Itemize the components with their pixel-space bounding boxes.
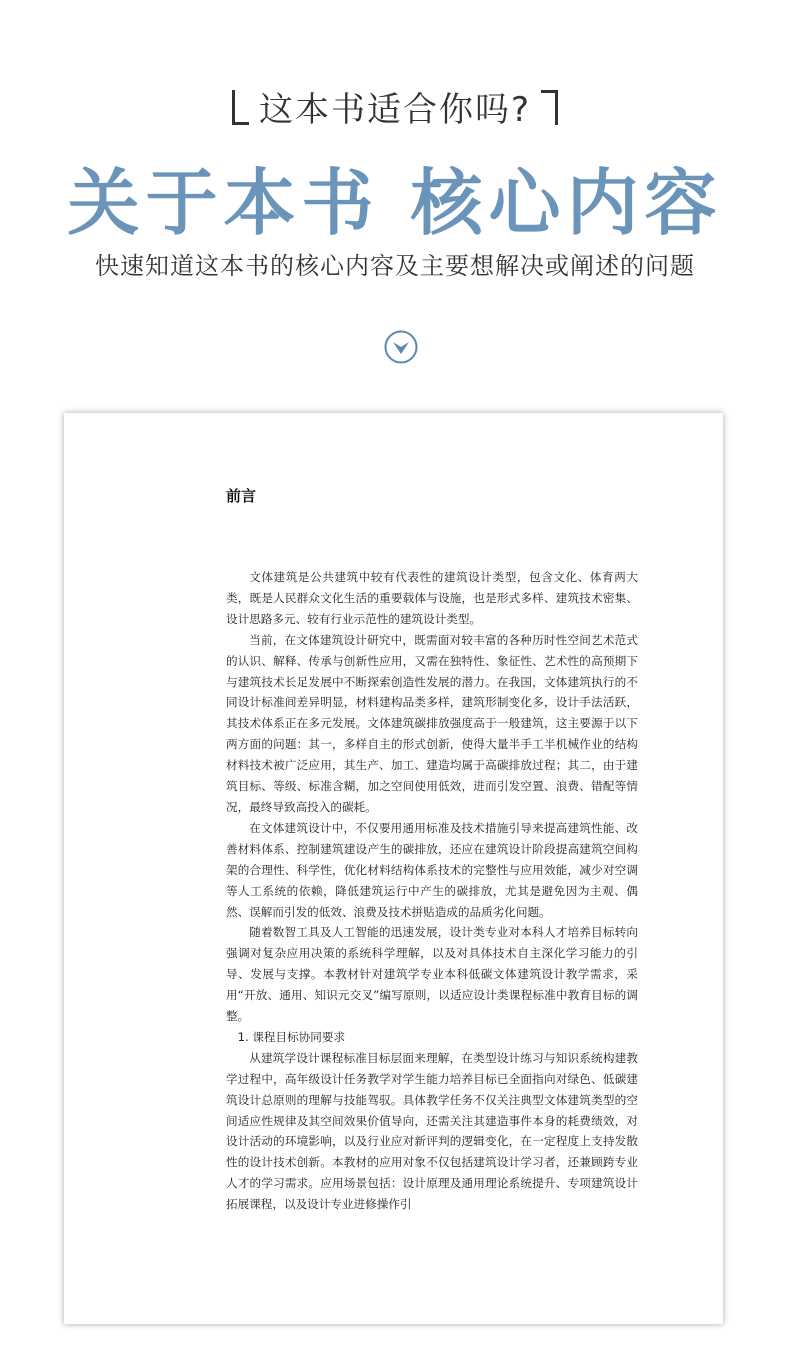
section-heading: 1. 课程目标协同要求 (237, 1029, 346, 1044)
paragraph: 当前，在文体建筑设计研究中，既需面对较丰富的各种历时性空间艺术范式的认识、解释、传承与创新性应用，又需在独特性、象征性、艺术性的高预期下与建筑技术长足发展中不断探索创造性发展的潜力。在我国，文体建筑执行的不同设计标准间差异明显，材料建构品类多样，建筑形制变化多，设计手法活跃，其技术体系正在多元发展。文体建筑碳排放强度高于一般建筑，这主要源于以下两方面的问题：其一，多样自主的形式创新，使得大量半手工半机械作业的结构材料技术被广泛应用，其生产、加工、建造均属于高碳排放过程；其二，由于建筑目标、等级、标准含糊，加之空间使用低效，进而引发空置、浪费、错配等情况，最终导致高投入的碳耗。 (226, 632, 638, 814)
paragraph: 在文体建筑设计中，不仅要用通用标准及技术措施引导来提高建筑性能、改善材料体系、控制建筑建设产生的碳排放，还应在建筑设计阶段提高建筑空间构架的合理性、科学性，优化材料结构体系技术的完整性与应用效能，减少对空调等人工系统的依赖，降低建筑运行中产生的碳排放，尤其是避免因为主观、偶然、误解而引发的低效、浪费及技术拼贴造成的品质劣化问题。 (226, 820, 638, 919)
paragraph: 文体建筑是公共建筑中较有代表性的建筑设计类型，包含文化、体育两大类，既是人民群众文化生活的重要载体与设施，也是形式多样、建筑技术密集、设计思路多元、较有行业示范性的建筑设计类型。 (226, 570, 638, 626)
left-bracket-icon (232, 90, 249, 125)
document-title: 前言 (226, 487, 257, 505)
page-title: 关于本书 核心内容 (67, 160, 723, 245)
page-subtitle: 快速知道这本书的核心内容及主要想解决或阐述的问题 (95, 252, 695, 280)
tagline-text: 这本书适合你吗? (258, 90, 532, 130)
document-page (64, 413, 723, 1324)
tagline (0, 82, 790, 131)
paragraph: 从建筑学设计课程标准目标层面来理解，在类型设计练习与知识系统构建教学过程中，高年级设计任务教学对学生能力培养目标已全面指向对绿色、低碳建筑设计总原则的理解与技能驾驭。具体教学任务不仅关注典型文体建筑类型的空间适应性规律及其空间效果价值导向，还需关注其建造事件本身的耗费绩效，对设计活动的环境影响，以及行业应对新评判的逻辑变化，在一定程度上支持发散性的设计技术创新。本教材的应用对象不仅包括建筑设计学习者，还兼顾跨专业人才的学习需求。应用场景包括：设计原理及通用理论系统提升、专项建筑设计拓展课程，以及设计专业进修操作引 (226, 1050, 638, 1212)
document-body (226, 567, 638, 1215)
paragraph: 随着数智工具及人工智能的迅速发展，设计类专业对本科人才培养目标转向强调对复杂应用决策的系统科学理解，以及对具体技术自主深化学习能力的引导、发展与支撑。本教材针对建筑学专业本科低碳文体建筑设计教学需求，采用“开放、通用、知识元交叉”编写原则，以适应设计类课程标准中教育目标的调整。 (226, 925, 638, 1024)
chevron-down-circle-icon (384, 330, 418, 364)
right-bracket-icon (541, 90, 558, 125)
